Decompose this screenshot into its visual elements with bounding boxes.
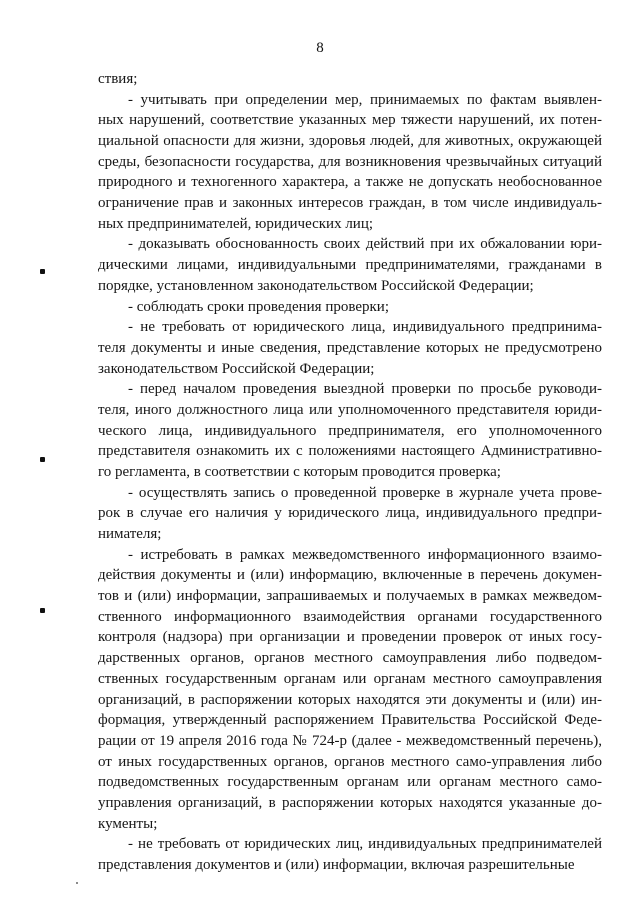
- text-line: от иных государственных органов, органов местного само-управления либо: [98, 754, 602, 770]
- text-line: кументы;: [98, 816, 158, 832]
- margin-mark: [40, 269, 45, 274]
- text-line: - не требовать от юридического лица, индивидуального предпринима-: [128, 319, 602, 335]
- text-line: теля, иного должностного лица или уполномоченного представителя юриди-: [98, 402, 602, 418]
- text-line: природного и техногенного характера, а также не допускать необоснованное: [98, 174, 602, 190]
- text-line: представителя ознакомить их с положениями настоящего Административно-: [98, 443, 602, 459]
- text-line: управления организаций, в распоряжении которых находятся указанные до-: [98, 795, 602, 811]
- text-line: законодательством Российской Федерации;: [98, 361, 375, 377]
- text-line: контроля (надзора) при организации и проведении проверок от иных госу-: [98, 629, 602, 645]
- text-line: ограничение прав и законных интересов граждан, в том числе индивидуаль-: [98, 195, 602, 211]
- text-line: ческого лица, индивидуального предпринимателя, его уполномоченного: [98, 423, 602, 439]
- text-line: - учитывать при определении мер, принимаемых по фактам выявлен-: [128, 92, 602, 108]
- text-line: ственного информационного взаимодействия органами государственного: [98, 609, 602, 625]
- text-line: дарственных органов, органов местного самоуправления либо подведом-: [98, 650, 602, 666]
- text-line: ных нарушений, соответствие указанных мер тяжести нарушений, их потен-: [98, 112, 602, 128]
- text-line: ственных государственным органам или органам местного самоуправления: [98, 671, 602, 687]
- text-line: ных предпринимателей, юридических лиц;: [98, 216, 374, 232]
- text-line: рок в случае его наличия у юридического лица, индивидуального предпри-: [98, 505, 602, 521]
- text-line: тов и (или) информации, запрашиваемых и получаемых в рамках межведом-: [98, 588, 602, 604]
- margin-mark: [40, 457, 45, 462]
- text-line: действия документы и (или) информацию, включенные в перечень докумен-: [98, 567, 602, 583]
- text-line: формация, утвержденный распоряжением Правительства Российской Феде-: [98, 712, 602, 728]
- page-number: 8: [316, 40, 324, 56]
- text-line: - соблюдать сроки проведения проверки;: [128, 299, 389, 315]
- text-line: теля документы и иные сведения, представление которых не предусмотрено: [98, 340, 602, 356]
- text-line: представления документов и (или) информации, включая разрешительные: [98, 857, 575, 873]
- text-line: порядке, установленном законодательством Российской Федерации;: [98, 278, 534, 294]
- text-line: - перед началом проведения выездной проверки по просьбе руководи-: [128, 381, 602, 397]
- text-line: ствия;: [98, 71, 138, 87]
- text-line: дическими лицами, индивидуальными предпринимателями, гражданами в: [98, 257, 602, 273]
- text-line: подведомственных государственным органам или органам местного само-: [98, 774, 602, 790]
- text-line: организаций, в распоряжении которых находятся эти документы и (или) ин-: [98, 692, 602, 708]
- scan-speck: [76, 882, 78, 884]
- text-line: рации от 19 апреля 2016 года № 724-р (далее - межведомственный перечень),: [98, 733, 602, 749]
- text-line: - доказывать обоснованность своих действий при их обжаловании юри-: [128, 236, 602, 252]
- text-line: нимателя;: [98, 526, 162, 542]
- text-line: - не требовать от юридических лиц, индивидуальных предпринимателей: [128, 836, 602, 852]
- text-line: го регламента, в соответствии с которым проводится проверка;: [98, 464, 501, 480]
- text-line: - осуществлять запись о проведенной проверке в журнале учета прове-: [128, 485, 602, 501]
- margin-mark: [40, 608, 45, 613]
- text-line: среды, безопасности государства, для возникновения чрезвычайных ситуаций: [98, 154, 602, 170]
- text-line: циальной опасности для жизни, здоровья людей, для животных, окружающей: [98, 133, 602, 149]
- text-line: - истребовать в рамках межведомственного информационного взаимо-: [128, 547, 602, 563]
